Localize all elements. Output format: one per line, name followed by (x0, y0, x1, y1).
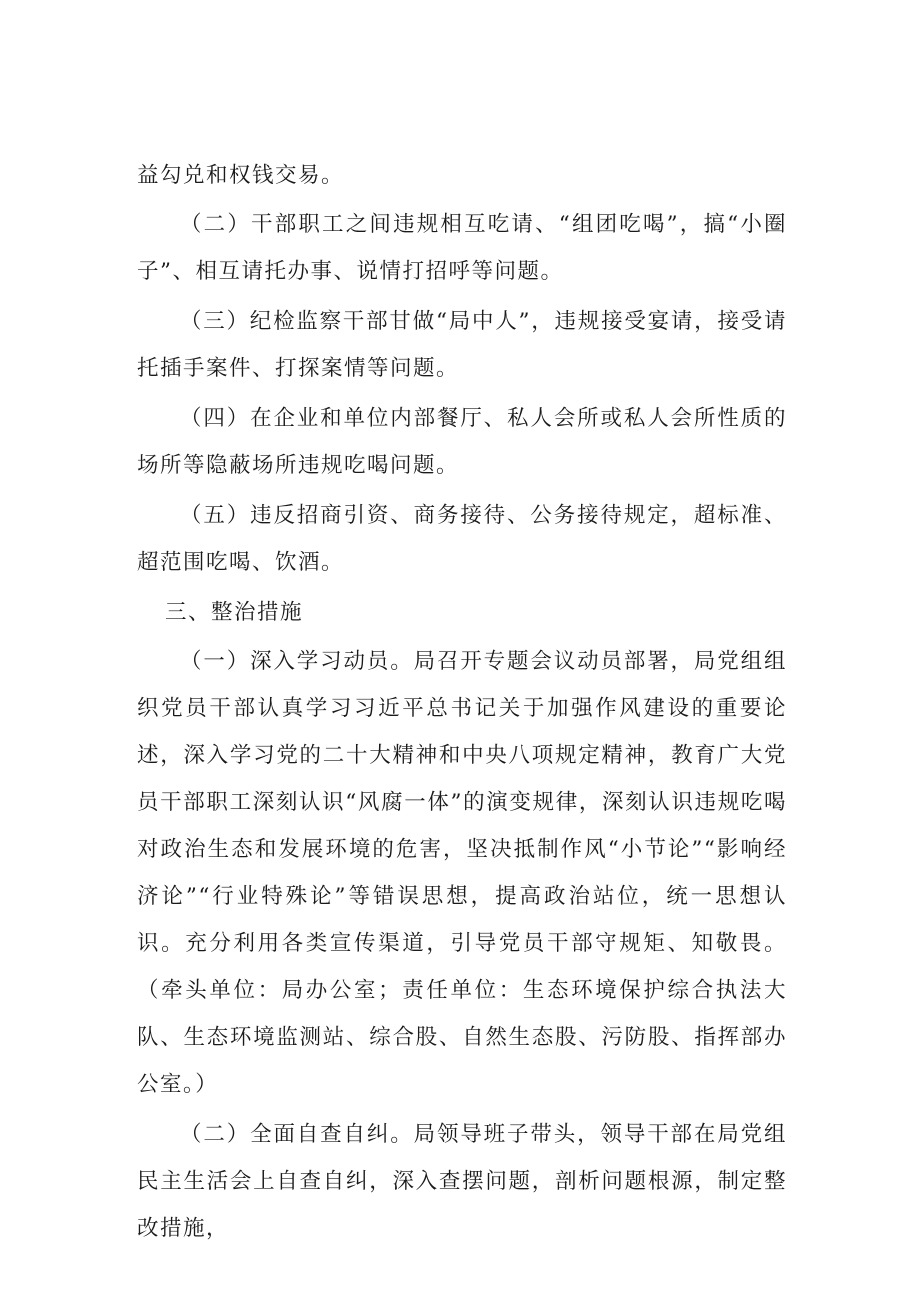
paragraph-item-5: （五）违反招商引资、商务接待、公务接待规定，超标准、超范围吃喝、饮酒。 (137, 503, 787, 575)
document-body (137, 152, 787, 1252)
paragraph-measure-2: （二）全面自查自纠。局领导班子带头，领导干部在局党组民主生活会上自查自纠，深入查摆问题，剖析问题根源，制定整改措施， (137, 1122, 787, 1241)
paragraph-continuation: 益勾兑和权钱交易。 (137, 163, 345, 188)
section-heading: 三、整治措施 (164, 600, 303, 625)
paragraph-item-3: （三）纪检监察干部甘做“局中人”，违规接受宴请，接受请托插手案件、打探案情等问题。 (137, 309, 787, 381)
paragraph-item-2: （二）干部职工之间违规相互吃请、“组团吃喝”，搞“小圈子”、相互请托办事、说情打招呼等问题。 (137, 212, 787, 284)
paragraph-item-4: （四）在企业和单位内部餐厅、私人会所或私人会所性质的场所等隐蔽场所违规吃喝问题。 (137, 406, 787, 478)
paragraph-measure-1: （一）深入学习动员。局召开专题会议动员部署，局党组组织党员干部认真学习习近平总书记关于加强作风建设的重要论述，深入学习党的二十大精神和中央八项规定精神，教育广大党员干部职工深刻认识“风腐一体”的演变规律，深刻认识违规吃喝对政治生态和发展环境的危害，坚决抵制作风“小节论”“影响经济论”“行业特殊论”等错误思想，提高政治站位，统一思想认识。充分利用各类宣传渠道，引导党员干部守规矩、知敬畏。（牵头单位：局办公室；责任单位：生态环境保护综合执法大队、生态环境监测站、综合股、自然生态股、污防股、指挥部办公室。） (137, 649, 787, 1097)
